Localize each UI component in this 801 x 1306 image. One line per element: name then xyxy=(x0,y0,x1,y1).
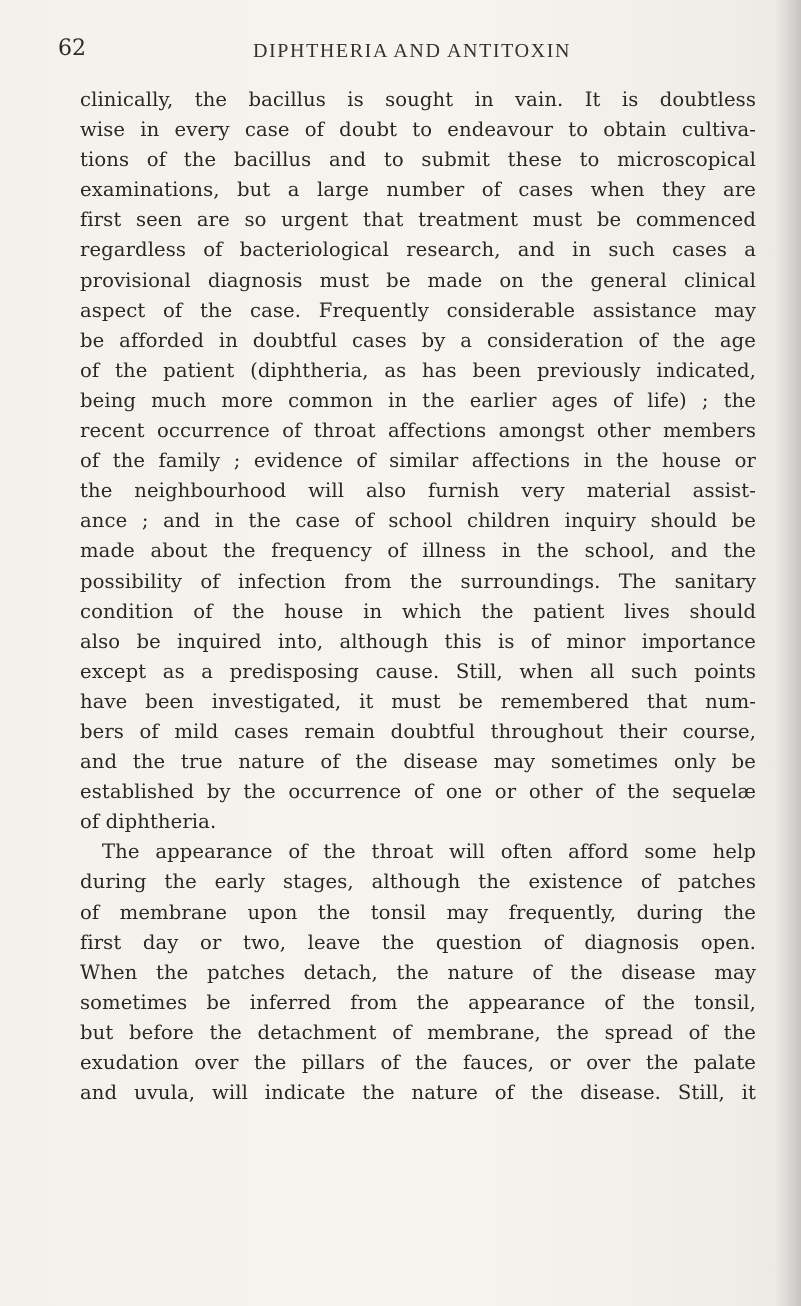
text-line: examinations, but a large number of cases when they are xyxy=(80,178,756,202)
text-line: first seen are so urgent that treatment must be commenced xyxy=(80,208,756,232)
text-line: tions of the bacillus and to submit these to microscopical xyxy=(80,148,756,172)
text-line: made about the frequency of illness in the school, and the xyxy=(80,539,756,563)
text-line: except as a predisposing cause. Still, when all such points xyxy=(80,659,756,683)
text-line: established by the occurrence of one or other of the sequelæ xyxy=(80,780,756,804)
text-line: first day or two, leave the question of diagnosis open. xyxy=(80,930,756,954)
text-line: exudation over the pillars of the fauces, or over the palate xyxy=(80,1051,756,1074)
text-line: of membrane upon the tonsil may frequently, during the xyxy=(80,900,756,924)
text-line: being much more common in the earlier ages of life) ; the xyxy=(80,388,756,412)
text-line: and uvula, will indicate the nature of the disease. Still, it xyxy=(80,1081,756,1105)
text-line: recent occurrence of throat affections amongst other members xyxy=(80,419,756,443)
text-line: wise in every case of doubt to endeavour to obtain cultiva- xyxy=(80,118,756,142)
text-line: of the family ; evidence of similar affections in the house or xyxy=(80,449,756,473)
text-line: ance ; and in the case of school children inquiry should be xyxy=(80,509,756,533)
page-edge-shadow xyxy=(775,0,801,1306)
text-line: of the patient (diphtheria, as has been previously indicated, xyxy=(80,358,756,382)
text-line: condition of the house in which the patient lives should xyxy=(80,599,756,623)
text-line: the neighbourhood will also furnish very material assist- xyxy=(80,479,756,503)
text-line: aspect of the case. Frequently considerable assistance may xyxy=(80,298,756,322)
page-header xyxy=(58,34,778,70)
text-line: sometimes be inferred from the appearance of the tonsil, xyxy=(80,990,756,1014)
text-line: regardless of bacteriological research, and in such cases a xyxy=(80,238,756,262)
text-line: be afforded in doubtful cases by a consideration of the age xyxy=(80,328,756,352)
text-line: possibility of infection from the surroundings. The sanitary xyxy=(80,569,756,593)
text-line: provisional diagnosis must be made on the general clinical xyxy=(80,268,756,292)
text-line: have been investigated, it must be remembered that num- xyxy=(80,689,756,713)
running-head: DIPHTHERIA AND ANTITOXIN xyxy=(253,40,572,62)
text-line: during the early stages, although the existence of patches xyxy=(80,870,756,894)
text-line-paragraph-end: of diphtheria. xyxy=(80,810,217,834)
text-line: but before the detachment of membrane, the spread of the xyxy=(80,1020,756,1044)
page-number: 62 xyxy=(58,36,86,61)
text-line: and the true nature of the disease may sometimes only be xyxy=(80,750,756,774)
text-line: When the patches detach, the nature of the disease may xyxy=(80,960,756,984)
text-line: bers of mild cases remain doubtful throughout their course, xyxy=(80,719,756,743)
body-text xyxy=(80,85,756,1108)
text-line: clinically, the bacillus is sought in vain. It is doubtless xyxy=(80,88,756,111)
text-line-paragraph-start: The appearance of the throat will often afford some help xyxy=(102,840,756,864)
text-line: also be inquired into, although this is of minor importance xyxy=(80,629,756,653)
